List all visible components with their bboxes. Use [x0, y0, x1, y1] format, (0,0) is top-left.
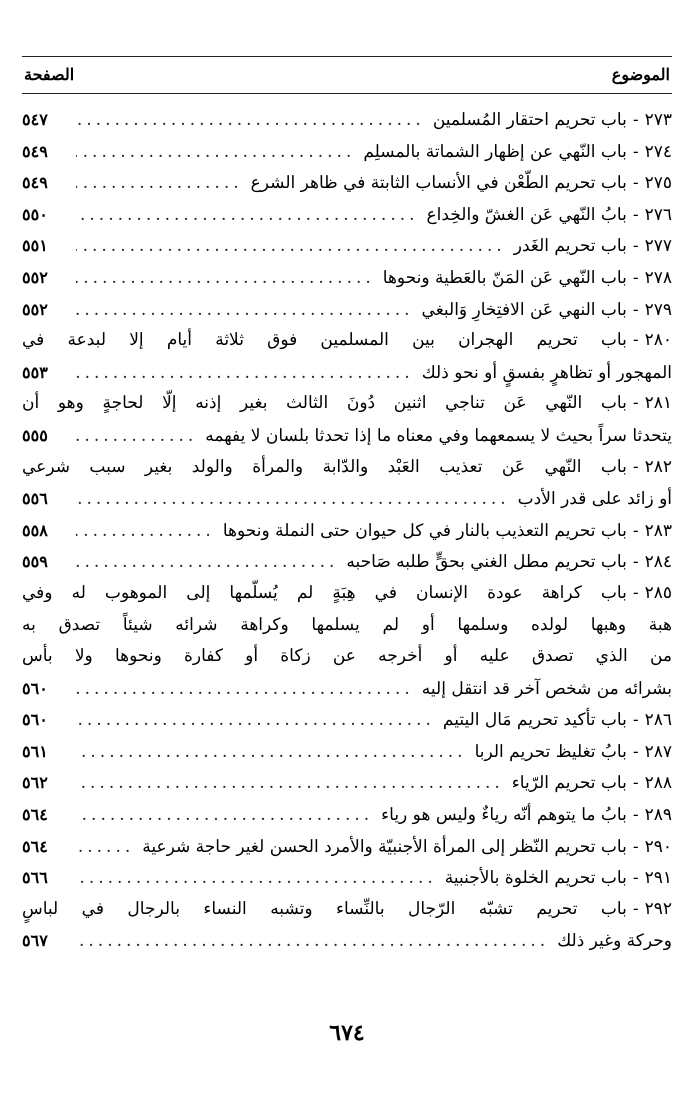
entry-last-line [22, 767, 672, 799]
entry-line [22, 388, 672, 420]
entry-page-number: ٥٥٣ [22, 362, 48, 382]
entry-text: باب تحريم الطّعْن في الأنساب الثابتة في ظاهر الشرع [250, 173, 627, 194]
entry-dash: - [632, 805, 639, 826]
entry-page-number: ٥٥٢ [22, 299, 48, 319]
table-header [22, 56, 672, 94]
leader-dots [76, 484, 510, 516]
entry-dash: - [632, 173, 639, 194]
entry-text: بابُ تغليظ تحريم الربا [474, 741, 627, 762]
leader-dots [76, 863, 437, 895]
entry-text: باب تحريم النّظر إلى المرأة الأجنبيّة والأمرد الحسن لغير حاجة شرعية [142, 836, 627, 857]
entry-dash: - [632, 741, 639, 762]
leader-dots [76, 832, 134, 864]
leader-dots [76, 137, 355, 169]
leader-dots [76, 705, 435, 737]
entry-number: ٢٨٩ [644, 805, 672, 826]
leader-dots [76, 105, 425, 137]
entry-page-number: ٥٥١ [22, 236, 48, 256]
entry-number: ٢٨١ [644, 393, 672, 414]
entry-line [22, 325, 672, 357]
entry-number: ٢٧٣ [644, 110, 672, 130]
leader-dots [76, 263, 375, 295]
entry-page-number: ٥٥٨ [22, 520, 48, 540]
entry-page-number: ٥٦٠ [22, 710, 48, 730]
index-entry [22, 452, 672, 515]
entry-text: بابُ النّهي عَن الغشّ والخِداع [426, 204, 627, 225]
entry-page-number: ٥٥٦ [22, 489, 48, 509]
entry-line [22, 894, 672, 926]
entry-number: ٢٨٤ [644, 552, 672, 573]
entry-last-line [22, 515, 672, 547]
entry-last-line [22, 925, 672, 957]
index-entry [22, 862, 672, 894]
entry-number: ٢٩٢ [644, 898, 672, 919]
entry-text: باب تحريم تشبّه الرّجال بالنِّساء وتشبه النساء بالرجال في لباسٍ [22, 898, 627, 919]
entry-dash: - [632, 456, 639, 477]
entry-page-number: ٥٦٠ [22, 678, 48, 698]
entry-page-number: ٥٥٩ [22, 552, 48, 572]
entry-text: هبة وهبها لولده وسلمها أو لم يسلمها وكراهة شرائه شيئاً تصدق به [22, 614, 672, 635]
entry-page-number: ٥٤٩ [22, 141, 48, 161]
entry-number: ٢٨٠ [644, 330, 672, 351]
index-entry [22, 704, 672, 736]
entry-text: بابُ ما يتوهم أنّه رياءٌ وليس هو رياء [381, 805, 627, 826]
entry-number: ٢٧٨ [644, 267, 672, 288]
entry-page-number: ٥٥٥ [22, 425, 48, 445]
entry-number: ٢٧٩ [644, 299, 672, 320]
index-entry [22, 294, 672, 326]
leader-dots [76, 516, 215, 548]
entry-page-number: ٥٤٧ [22, 110, 48, 129]
entry-last-line [22, 736, 672, 768]
index-entry [22, 515, 672, 547]
entry-line [22, 641, 672, 673]
entry-number: ٢٨٢ [644, 456, 672, 477]
entry-text: باب تحريم التعذيب بالنار في كل حيوان حتى النملة ونحوها [222, 520, 627, 541]
leader-dots [76, 295, 414, 327]
entry-text: يتحدثا سراً بحيث لا يسمعهما وفي معناه ما إذا تحدثا بلسان لا يفهمه [205, 425, 672, 446]
page-column-label: الصفحة [24, 64, 75, 84]
entry-dash: - [632, 520, 639, 541]
entry-text: باب النّهي عَن المَنّ بالعَطية ونحوها [382, 267, 627, 288]
leader-dots [76, 800, 373, 832]
entry-text: باب كراهة عودة الإنسان في هِبَةٍ لم يُسلّمها إلى الموهوب له وفي [22, 582, 627, 603]
index-entry [22, 388, 672, 451]
index-entry [22, 199, 672, 231]
index-entry [22, 262, 672, 294]
entry-text: باب النّهي عَن تعذيب العَبْد والدّابة والمرأة والولد بغير سبب شرعي [22, 456, 627, 477]
entry-text: باب تحريم الرّياء [511, 773, 627, 794]
entry-last-line [22, 294, 672, 326]
index-entry [22, 799, 672, 831]
entry-text: وحركة وغير ذلك [557, 931, 672, 952]
entry-dash: - [632, 552, 639, 573]
entry-text: باب النّهي عن إظهار الشماتة بالمسلِم [363, 141, 627, 162]
entry-number: ٢٩٠ [644, 836, 672, 857]
entry-text: باب تحريم الغَدر [513, 236, 627, 257]
entry-last-line [22, 546, 672, 578]
topic-column-label: الموضوع [611, 64, 670, 84]
entry-dash: - [632, 898, 639, 919]
entry-dash: - [632, 141, 639, 162]
entry-last-line [22, 167, 672, 199]
entry-page-number: ٥٥٠ [22, 204, 48, 224]
entry-dash: - [632, 773, 639, 794]
entry-text: باب تحريم احتقار المُسلمين [432, 110, 627, 130]
entry-number: ٢٨٥ [644, 582, 672, 603]
entry-last-line [22, 862, 672, 894]
index-entry [22, 325, 672, 388]
entry-line [22, 610, 672, 642]
entry-dash: - [632, 299, 639, 320]
entry-last-line [22, 831, 672, 863]
entry-last-line [22, 799, 672, 831]
entry-text: باب النهي عَن الافتِخارِ وَالبغي [421, 299, 627, 320]
leader-dots [76, 737, 467, 769]
entry-page-number: ٥٦٧ [22, 931, 48, 951]
entry-number: ٢٧٧ [644, 236, 672, 257]
index-entry [22, 736, 672, 768]
entry-number: ٢٨٦ [644, 710, 672, 731]
entry-text: من الذي تصدق عليه أو أخرجه عن زكاة أو كفارة ونحوها ولا بأس [22, 646, 672, 667]
leader-dots [76, 547, 338, 579]
leader-dots [76, 231, 506, 263]
entry-last-line [22, 704, 672, 736]
entry-dash: - [632, 330, 639, 351]
entry-last-line [22, 136, 672, 168]
index-entry [22, 831, 672, 863]
index-entry [22, 767, 672, 799]
entry-page-number: ٥٦٦ [22, 868, 48, 888]
index-entry [22, 546, 672, 578]
leader-dots [76, 768, 504, 800]
index-page [22, 0, 672, 1106]
index-entry [22, 167, 672, 199]
entry-last-line [22, 420, 672, 452]
index-entry [22, 894, 672, 957]
index-entry [22, 230, 672, 262]
entry-line [22, 578, 672, 610]
index-entry [22, 104, 672, 136]
entry-number: ٢٧٥ [644, 173, 672, 194]
entry-page-number: ٥٥٢ [22, 267, 48, 287]
entry-page-number: ٥٦٤ [22, 836, 48, 856]
entry-page-number: ٥٦٢ [22, 773, 48, 793]
entry-last-line [22, 673, 672, 705]
entry-page-number: ٥٦٤ [22, 805, 48, 825]
entry-page-number: ٥٤٩ [22, 173, 48, 193]
entry-dash: - [632, 868, 639, 889]
entry-dash: - [632, 236, 639, 257]
entry-dash: - [632, 836, 639, 857]
entry-dash: - [632, 582, 639, 603]
entry-last-line [22, 357, 672, 389]
leader-dots [76, 358, 414, 390]
entry-number: ٢٨٣ [644, 520, 672, 541]
entry-page-number: ٥٦١ [22, 741, 48, 761]
entry-last-line [22, 104, 672, 136]
index-entry [22, 578, 672, 704]
entries-list [22, 104, 672, 957]
entry-last-line [22, 199, 672, 231]
leader-dots [76, 200, 419, 232]
entry-dash: - [632, 267, 639, 288]
entry-dash: - [632, 110, 639, 130]
leader-dots [76, 926, 549, 958]
entry-text: المهجور أو تظاهرٍ بفسقٍ أو نحو ذلك [421, 362, 672, 383]
entry-text: باب النّهي عَن تناجي اثنين دُونَ الثالث بغير إذنه إلّا لحاجةٍ وهو أن [22, 393, 627, 414]
leader-dots [76, 674, 414, 706]
page-number-footer: ٦٧٤ [329, 1020, 365, 1046]
entry-text: باب تأكيد تحريم مَال اليتيم [442, 710, 627, 731]
entry-number: ٢٧٦ [644, 204, 672, 225]
entry-number: ٢٧٤ [644, 141, 672, 162]
entry-text: بشرائه من شخص آخر قد انتقل إليه [421, 678, 672, 699]
entry-number: ٢٩١ [644, 868, 672, 889]
entry-dash: - [632, 710, 639, 731]
entry-last-line [22, 230, 672, 262]
index-entry [22, 136, 672, 168]
entry-dash: - [632, 204, 639, 225]
entry-number: ٢٨٧ [644, 741, 672, 762]
entry-number: ٢٨٨ [644, 773, 672, 794]
entry-text: باب تحريم الخلوة بالأجنبية [444, 868, 627, 889]
entry-last-line [22, 483, 672, 515]
entry-dash: - [632, 393, 639, 414]
entry-line [22, 452, 672, 484]
entry-text: باب تحريم الهجران بين المسلمين فوق ثلاثة أيام إلا لبدعة في [22, 330, 627, 351]
entry-text: أو زائد على قدر الأدب [517, 489, 672, 510]
leader-dots [76, 168, 243, 200]
leader-dots [76, 421, 197, 453]
entry-text: باب تحريم مطل الغني بحقٍّ طلبه صَاحبه [346, 552, 627, 573]
entry-last-line [22, 262, 672, 294]
